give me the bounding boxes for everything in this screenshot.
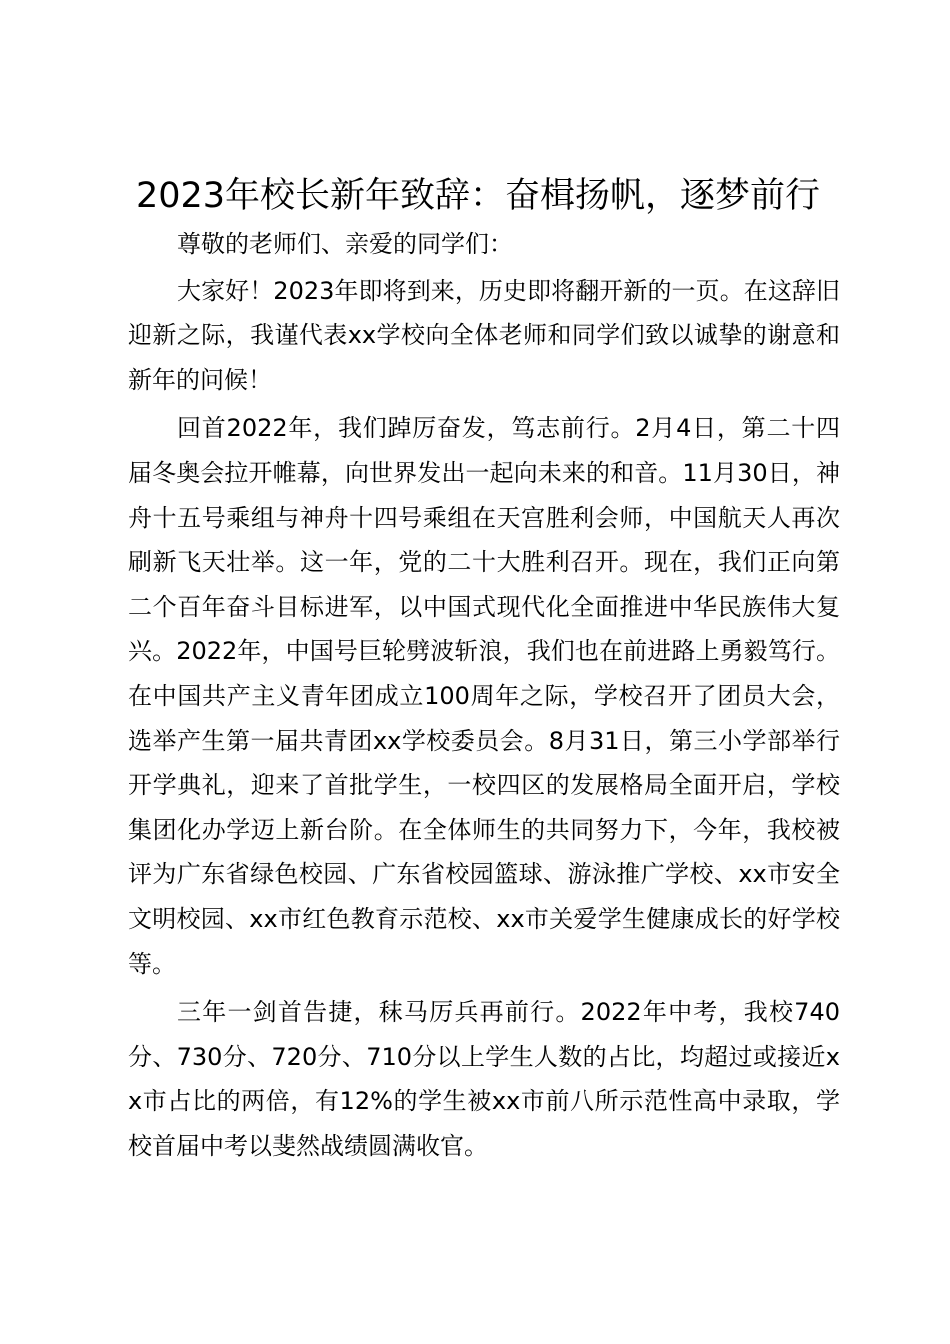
paragraph-3: 三年一剑首告捷，秣马厉兵再前行。2022年中考，我校740分、730分、720分、710分以上学生人数的占比，均超过或接近xx市占比的两倍，有12%的学生被xx市前八所示范性高中录取，学校首届中考以斐然战绩圆满收官。 — [128, 998, 840, 1160]
document-title: 2023年校长新年致辞：奋楫扬帆，逐梦前行 — [135, 176, 821, 216]
paragraph-1: 大家好！2023年即将到来，历史即将翻开新的一页。在这辞旧迎新之际，我谨代表xx学校向全体老师和同学们致以诚挚的谢意和新年的问候！ — [128, 276, 840, 394]
document-page — [128, 170, 840, 1168]
greeting-line: 尊敬的老师们、亲爱的同学们： — [177, 230, 513, 258]
paragraph-2: 回首2022年，我们踔厉奋发，笃志前行。2月4日，第二十四届冬奥会拉开帷幕，向世界发出一起向未来的和音。11月30日，神舟十五号乘组与神舟十四号乘组在天宫胜利会师，中国航天人再次刷新飞天壮举。这一年，党的二十大胜利召开。现在，我们正向第二个百年奋斗目标进军，以中国式现代化全面推进中华民族伟大复兴。2022年，中国号巨轮劈波斩浪，我们也在前进路上勇毅笃行。在中国共产主义青年团成立100周年之际，学校召开了团员大会，选举产生第一届共青团xx学校委员会。8月31日，第三小学部举行开学典礼，迎来了首批学生，一校四区的发展格局全面开启，学校集团化办学迈上新台阶。在全体师生的共同努力下，今年，我校被评为广东省绿色校园、广东省校园篮球、游泳推广学校、xx市安全文明校园、xx市红色教育示范校、xx市关爱学生健康成长的好学校等。 — [128, 414, 840, 978]
